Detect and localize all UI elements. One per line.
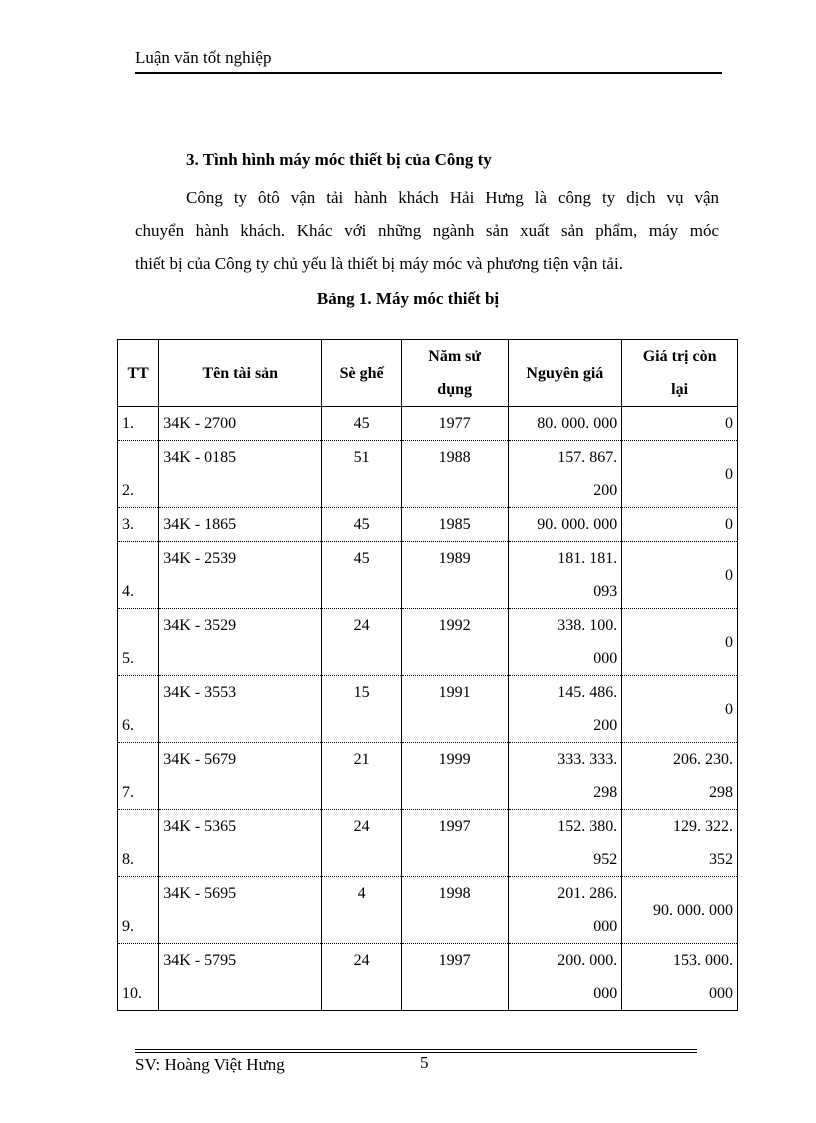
cell-seats: 24 bbox=[322, 609, 402, 676]
cell-tt: 6. bbox=[118, 676, 159, 743]
cell-tt: 5. bbox=[118, 609, 159, 676]
cell-remaining bbox=[622, 508, 738, 542]
table-row bbox=[118, 810, 738, 877]
cell-year: 1991 bbox=[401, 676, 508, 743]
cell-cost-line2: 298 bbox=[593, 784, 618, 801]
cell-remaining-line1: 0 bbox=[725, 465, 733, 483]
header-rule bbox=[135, 72, 722, 74]
cell-tt: 9. bbox=[118, 877, 159, 944]
cell-year: 1985 bbox=[401, 508, 508, 542]
cell-tt: 4. bbox=[118, 542, 159, 609]
footer-rule bbox=[135, 1052, 697, 1053]
cell-cost bbox=[508, 810, 622, 877]
cell-cost-line1: 152. 380. bbox=[557, 818, 618, 835]
cell-cost-line1: 181. 181. bbox=[557, 550, 618, 567]
cell-tt: 10. bbox=[118, 944, 159, 1011]
cell-cost-line2: 200 bbox=[593, 482, 618, 499]
table-header-row bbox=[118, 340, 738, 407]
cell-name: 34K - 5679 bbox=[159, 743, 322, 810]
cell-seats: 15 bbox=[322, 676, 402, 743]
cell-remaining-line1: 90. 000. 000 bbox=[653, 901, 733, 919]
cell-remaining bbox=[622, 441, 738, 508]
cell-cost-line2: 200 bbox=[593, 717, 618, 734]
cell-remaining-line1: 0 bbox=[725, 415, 733, 432]
cell-remaining-line1: 0 bbox=[725, 633, 733, 651]
cell-name: 34K - 5695 bbox=[159, 877, 322, 944]
cell-cost-line2: 952 bbox=[593, 851, 618, 868]
cell-name: 34K - 2539 bbox=[159, 542, 322, 609]
cell-tt: 2. bbox=[118, 441, 159, 508]
assets-table bbox=[117, 339, 738, 1011]
cell-remaining-line1: 153. 000. bbox=[673, 952, 733, 969]
cell-name: 34K - 2700 bbox=[159, 407, 322, 441]
header-cost: Nguyên giá bbox=[508, 340, 622, 407]
header-year bbox=[401, 340, 508, 407]
table-row bbox=[118, 407, 738, 441]
cell-cost-line1: 201. 286. bbox=[557, 885, 618, 902]
cell-seats: 45 bbox=[322, 508, 402, 542]
cell-tt: 8. bbox=[118, 810, 159, 877]
cell-cost bbox=[508, 407, 622, 441]
table-caption: Bảng 1. Máy móc thiết bị bbox=[316, 289, 500, 308]
cell-cost-line2: 093 bbox=[593, 583, 618, 600]
cell-cost bbox=[508, 676, 622, 743]
cell-cost-line1: 333. 333. bbox=[557, 751, 618, 768]
cell-year: 1988 bbox=[401, 441, 508, 508]
header-tt: TT bbox=[118, 340, 159, 407]
cell-seats: 24 bbox=[322, 810, 402, 877]
cell-cost-line2: 000 bbox=[593, 650, 618, 667]
cell-seats: 45 bbox=[322, 407, 402, 441]
cell-remaining-line1: 0 bbox=[725, 516, 733, 533]
cell-remaining-line1: 0 bbox=[725, 700, 733, 718]
cell-year: 1989 bbox=[401, 542, 508, 609]
cell-cost bbox=[508, 743, 622, 810]
cell-cost bbox=[508, 877, 622, 944]
cell-seats: 45 bbox=[322, 542, 402, 609]
cell-remaining-line2: 298 bbox=[709, 784, 733, 801]
cell-remaining-line2: 352 bbox=[709, 851, 733, 868]
table-row bbox=[118, 441, 738, 508]
paragraph-line: Công ty ôtô vận tải hành khách Hải Hưng là công ty dịch vụ vận bbox=[186, 188, 719, 207]
cell-cost bbox=[508, 542, 622, 609]
cell-remaining bbox=[622, 877, 738, 944]
cell-year: 1997 bbox=[401, 944, 508, 1011]
cell-remaining-line1: 129. 322. bbox=[673, 818, 733, 835]
cell-remaining-line1: 206. 230. bbox=[673, 751, 733, 768]
table-row bbox=[118, 877, 738, 944]
cell-name: 34K - 5365 bbox=[159, 810, 322, 877]
cell-year: 1992 bbox=[401, 609, 508, 676]
header-name: Tên tài sản bbox=[159, 340, 322, 407]
table-row bbox=[118, 676, 738, 743]
cell-cost bbox=[508, 609, 622, 676]
cell-remaining bbox=[622, 609, 738, 676]
header-seats: Sè ghế bbox=[322, 340, 402, 407]
table-row bbox=[118, 609, 738, 676]
cell-year: 1997 bbox=[401, 810, 508, 877]
header-remaining-line2: lại bbox=[671, 381, 689, 398]
paragraph-line: chuyển hành khách. Khác với những ngành sản xuất sản phẩm, máy móc bbox=[135, 221, 719, 240]
cell-remaining-line1: 0 bbox=[725, 566, 733, 584]
cell-cost bbox=[508, 508, 622, 542]
cell-cost-line1: 200. 000. bbox=[557, 952, 618, 969]
footer-student-name: SV: Hoàng Việt Hưng bbox=[135, 1055, 285, 1074]
table-row bbox=[118, 944, 738, 1011]
cell-year: 1999 bbox=[401, 743, 508, 810]
table-row bbox=[118, 743, 738, 810]
cell-name: 34K - 5795 bbox=[159, 944, 322, 1011]
paragraph-line: thiết bị của Công ty chủ yếu là thiết bị máy móc và phương tiện vận tải. bbox=[135, 254, 623, 273]
cell-cost bbox=[508, 441, 622, 508]
cell-seats: 21 bbox=[322, 743, 402, 810]
cell-cost-line1: 145. 486. bbox=[557, 684, 618, 701]
section-heading: 3. Tình hình máy móc thiết bị của Công ty bbox=[186, 150, 492, 169]
cell-cost-line2: 000 bbox=[593, 985, 618, 1002]
cell-name: 34K - 3529 bbox=[159, 609, 322, 676]
table-row bbox=[118, 542, 738, 609]
cell-cost-line2: 000 bbox=[593, 918, 618, 935]
cell-name: 34K - 3553 bbox=[159, 676, 322, 743]
cell-remaining bbox=[622, 542, 738, 609]
header-year-line2: dụng bbox=[437, 381, 472, 398]
body-paragraph bbox=[135, 181, 719, 280]
header-year-line1: Năm sử bbox=[428, 348, 482, 365]
footer-rule bbox=[135, 1049, 697, 1050]
cell-remaining-line2: 000 bbox=[709, 985, 733, 1002]
cell-name: 34K - 0185 bbox=[159, 441, 322, 508]
cell-seats: 51 bbox=[322, 441, 402, 508]
cell-cost bbox=[508, 944, 622, 1011]
cell-remaining bbox=[622, 743, 738, 810]
table-row bbox=[118, 508, 738, 542]
page-number: 5 bbox=[420, 1053, 429, 1072]
running-header: Luận văn tốt nghiệp bbox=[135, 48, 272, 67]
cell-cost-line1: 80. 000. 000 bbox=[537, 415, 618, 432]
cell-seats: 4 bbox=[322, 877, 402, 944]
cell-tt: 7. bbox=[118, 743, 159, 810]
cell-remaining bbox=[622, 944, 738, 1011]
cell-tt: 1. bbox=[122, 415, 134, 432]
cell-remaining bbox=[622, 810, 738, 877]
table-body bbox=[118, 407, 738, 1011]
cell-year: 1998 bbox=[401, 877, 508, 944]
cell-cost-line1: 90. 000. 000 bbox=[537, 516, 618, 533]
header-remaining-line1: Giá trị còn bbox=[642, 348, 717, 365]
cell-seats: 24 bbox=[322, 944, 402, 1011]
cell-name: 34K - 1865 bbox=[159, 508, 322, 542]
cell-tt: 3. bbox=[118, 508, 159, 542]
cell-year: 1977 bbox=[401, 407, 508, 441]
cell-remaining bbox=[622, 407, 738, 441]
header-remaining bbox=[622, 340, 738, 407]
cell-cost-line1: 157. 867. bbox=[557, 449, 618, 466]
cell-remaining bbox=[622, 676, 738, 743]
cell-cost-line1: 338. 100. bbox=[557, 617, 618, 634]
